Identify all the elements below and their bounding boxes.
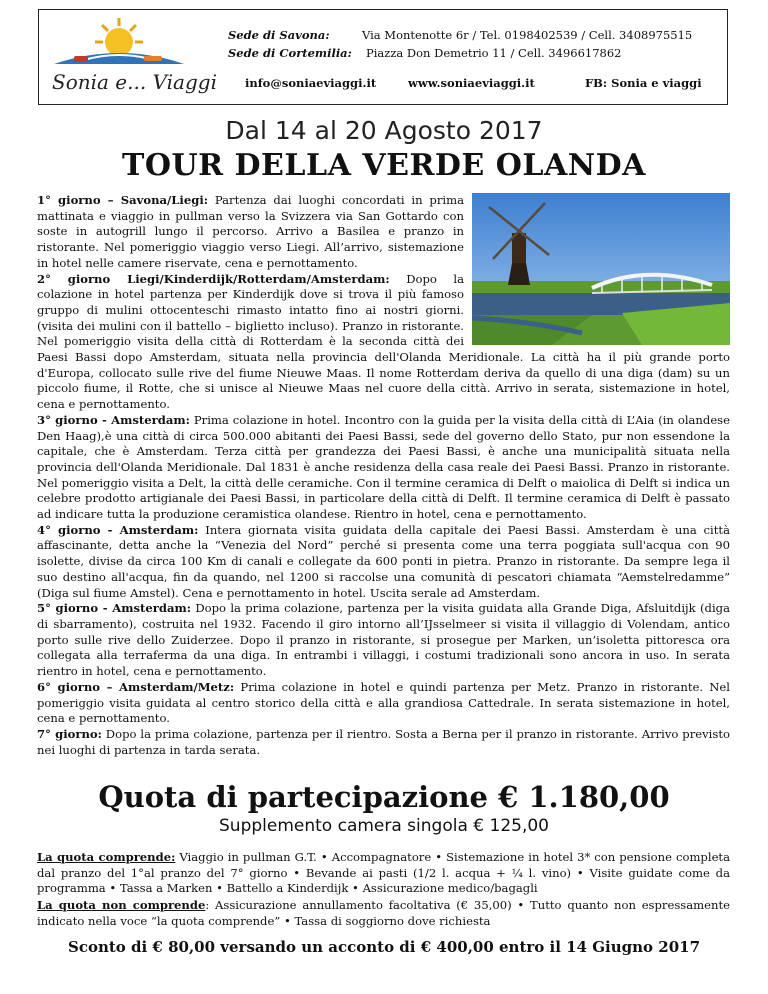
non-comprende-label: La quota non comprende [37,898,206,912]
day-5: 5° giorno - Amsterdam: Dopo la prima colazione, partenza per la visita guidata alla Grande Diga, Afsluitdijk (diga di sbarramento), costruita nel 1932. Facendo il giro intorno all’IJsselmeer si visita il villaggio di Volendam, antico porto sulle rive dello Zuiderzee. Dopo il pranzo in ristorante, si prosegue per Marken, un’isoletta pittoresca ora collegata alla terraferma da una diga. In entrambi i villaggi, i costumi tradizionali sono ancora in uso. In serata rientro in hotel, cena e pernottamento. [37,601,730,679]
quota-comprende [37,850,730,897]
website-link[interactable]: www.soniaeviaggi.it [408,76,535,90]
sede-savona-address: Via Montenotte 6r / Tel. 0198402539 / Cell. 3408975515 [362,28,693,42]
day-4: 4° giorno - Amsterdam: Intera giornata visita guidata della capitale dei Paesi Bassi. Amsterdam è una città affascinante, detta anche la “Venezia del Nord” perché si presenta come una terra poggiata sull'acqua con 90 isolette, divise da circa 100 Km di canali e collegate da 600 ponti in pietra. Pranzo in ristorante. Da sempre lega il suo destino all'acqua, fin da quando, nel 1200 si raccolse una comunità di pescatori chiamata “Aemstelredamme” (Diga sul fiume Amstel). Cena e pernottamento in hotel. Uscita serale ad Amsterdam. [37,522,730,600]
non-comprende-text: : Assicurazione annullamento facoltativa (€ 35,00) • Tutto quanto non espressamente indicato nella voce “la quota comprende” • Tassa di soggiorno dove richiesta [37,898,730,928]
single-room-supplement: Supplemento camera singola € 125,00 [219,816,549,836]
comprende-label: La quota comprende: [37,850,176,864]
day-6: 6° giorno – Amsterdam/Metz: Prima colazione in hotel e quindi partenza per Metz. Pranzo in ristorante. Nel pomeriggio visita guidata al centro storico della città e alla grandiosa Cattedrale. In serata sistemazione in hotel, cena e pernottamento. [37,679,731,726]
tour-dates: Dal 14 al 20 Agosto 2017 [225,116,543,145]
windmill-photo [472,193,730,345]
brand-logo-text: Sonia e... Viaggi [52,70,217,94]
page-title: TOUR DELLA VERDE OLANDA [122,148,646,183]
facebook-link[interactable]: FB: Sonia e viaggi [585,76,702,90]
email-link[interactable]: info@soniaeviaggi.it [245,76,377,90]
sede-savona-label: Sede di Savona: [228,28,330,42]
price-heading: Quota di partecipazione € 1.180,00 [98,780,670,814]
day-1: 1° giorno – Savona/Liegi: Partenza dai luoghi concordati in prima mattinata e viaggio in pullman verso la Svizzera via San Gottardo con soste in autogrill lungo il percorso. Arrivo a Basilea e pranzo in ristorante. Nel pomeriggio viaggio verso Liegi. All’arrivo, sistemazione in hotel nelle camere riservate, cena e pernottamento. [37,193,464,270]
day-3: 3° giorno - Amsterdam: Prima colazione in hotel. Incontro con la guida per la visita della città di L’Aia (in olandese Den Haag),è una città di circa 500.000 abitanti dei Paesi Bassi, sede del governo dello Stato, pur non essendone la capitale, che è Amsterdam. Terza città per grandezza dei Paesi Bassi, è anche una municipalità situata nella provincia dell'Olanda Meridionale. Dal 1831 è anche residenza della casa reale dei Paesi Bassi. Pranzo in ristorante. Nel pomeriggio visita a Delt, la città delle ceramiche. Con il termine ceramica di Delft o maiolica di Delft si indica un celebre prodotto artigianale dei Paesi Bassi, in particolare della città di Delft. Il termine ceramica di Delft è passato ad indicare tutta la produzione ceramistica olandese. Rientro in hotel, cena e pernottamento. [37,412,730,522]
comprende-text: Viaggio in pullman G.T. • Accompagnatore • Sistemazione in hotel 3* con pensione completa dal pranzo del 1°al pranzo del 7° giorno • Bevande ai pasti (1/2 l. acqua + ¼ l. vino) • Visite guidate come da programma • Tassa a Marken • Battello a Kinderdijk • Assicurazione medico/bagagli [37,850,730,895]
itinerary [37,193,730,758]
logo [44,12,217,100]
quota-non-comprende [37,898,730,929]
day-2: 2° giorno Liegi/Kinderdijk/Rotterdam/Amsterdam: Dopo la colazione in hotel partenza per Kinderdijk dove si trova il più famoso gruppo di mulini ottocenteschi rimasto intatto fino ai nostri giorni. (visita dei mulini con il battello – biglietto incluso). Pranzo in ristorante. Nel pomeriggio visita della città di Rotterdam è la seconda città dei Paesi Bassi dopo Amsterdam, situata nella provincia dell'Olanda Meridionale. La città ha il più grande porto d'Europa, collocato sulle rive del fiume Nieuwe Maas. Il nome Rotterdam deriva da quello di una diga (dam) su un piccolo fiume, il Rotte, che si unisce al Nieuwe Maas nel cuore della città. Arrivo in serata, sistemazione in hotel, cena e pernottamento. [37,271,730,412]
sede-cortemilia-label: Sede di Cortemilia: [228,46,352,60]
discount-note: Sconto di € 80,00 versando un acconto di € 400,00 entro il 14 Giugno 2017 [67,938,701,956]
sun-beach-icon [44,12,194,72]
day-7: 7° giorno: Dopo la prima colazione, partenza per il rientro. Sosta a Berna per il pranzo in ristorante. Arrivo previsto nei luoghi di partenza in tarda serata. [37,726,730,757]
sede-cortemilia-address: Piazza Don Demetrio 11 / Cell. 3496617862 [366,46,622,60]
